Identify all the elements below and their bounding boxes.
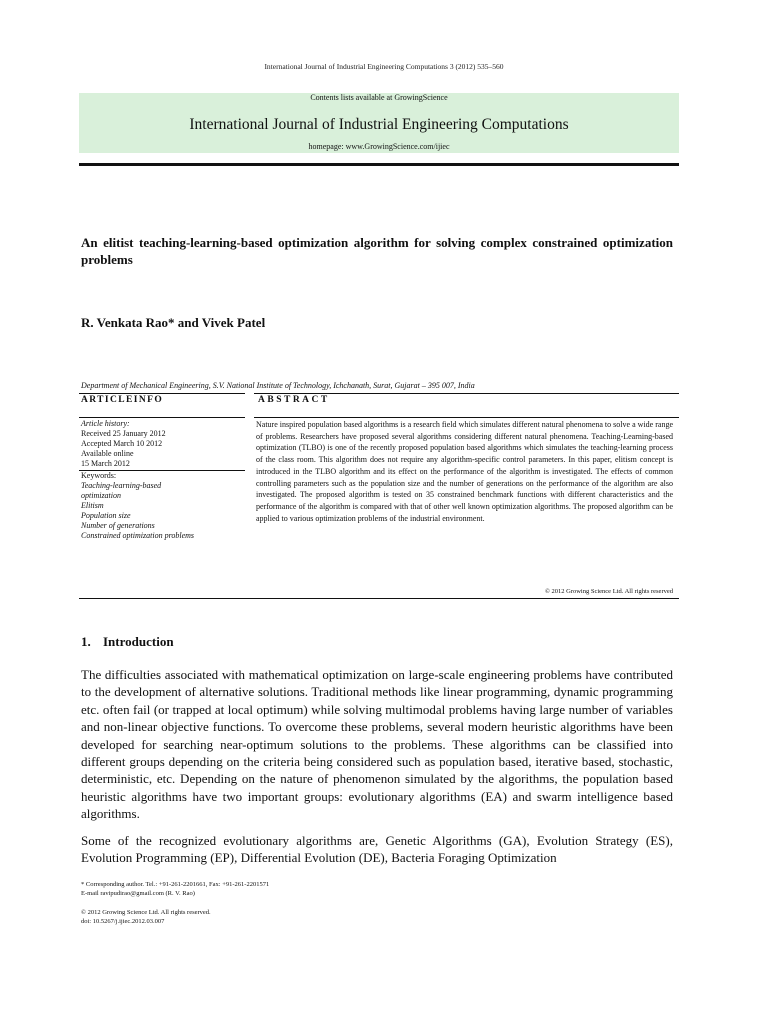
abstract-heading: ABSTRACT <box>258 395 330 405</box>
article-info-heading: ARTICLEINFO <box>81 395 164 405</box>
info-top-rule <box>79 393 245 394</box>
section-heading <box>81 634 174 650</box>
keyword-item: optimization <box>81 491 122 500</box>
corresponding-author: * Corresponding author. Tel.: +91-261-2201661, Fax: +91-261-2201571 <box>81 881 270 888</box>
section-number: 1. <box>81 634 91 649</box>
footer-doi: doi: 10.5267/j.ijiec.2012.03.007 <box>81 918 165 925</box>
running-head: International Journal of Industrial Engineering Computations 3 (2012) 535–560 <box>264 62 504 71</box>
journal-title: International Journal of Industrial Engineering Computations <box>189 116 569 133</box>
article-authors: R. Venkata Rao* and Vivek Patel <box>81 315 266 330</box>
info-sub-rule <box>79 417 245 418</box>
abstract-top-rule <box>254 393 679 394</box>
keyword-item: Number of generations <box>81 521 155 530</box>
intro-paragraph-1: The difficulties associated with mathematical optimization on large-scale engineering problems have contributed to the development of alternative solutions. Traditional methods like linear programming, dynamic programming etc. often fail (or trapped at local optimum) while solving multimodal problems having large number of variables and non-linear objective functions. To overcome these problems, several modern heuristic algorithms have been developed for searching near-optimum solutions to the problems. These algorithms can be classified into different groups depending on the criteria being considered such as population based, iterative based, stochastic, deterministic, etc. Depending on the nature of phenomenon simulated by the algorithms, the population based heuristic algorithms have two important groups: evolutionary algorithms (EA) and swarm intelligence based algorithms. <box>81 667 673 822</box>
history-available: Available online <box>81 449 134 458</box>
journal-homepage: homepage: www.GrowingScience.com/ijiec <box>308 142 450 151</box>
article-info <box>81 419 246 541</box>
history-received: Received 25 January 2012 <box>81 429 166 438</box>
abstract-copyright: © 2012 Growing Science Ltd. All rights reserved <box>544 588 673 595</box>
keyword-item: Teaching-learning-based <box>81 481 162 490</box>
keyword-item: Constrained optimization problems <box>81 531 195 540</box>
contents-available-line: Contents lists available at GrowingScience <box>310 93 448 102</box>
author-email: E-mail ravipudirao@gmail.com (R. V. Rao) <box>81 890 195 897</box>
history-date: 15 March 2012 <box>81 459 130 468</box>
abstract-bottom-rule <box>79 598 679 599</box>
corresponding-author-footnote <box>81 880 673 898</box>
article-title: An elitist teaching-learning-based optimization algorithm for solving complex constrained optimization problems <box>81 235 673 267</box>
footer-copyright: © 2012 Growing Science Ltd. All rights reserved. <box>81 909 211 916</box>
history-accepted: Accepted March 10 2012 <box>81 439 163 448</box>
banner-divider <box>79 163 679 166</box>
keyword-item: Elitism <box>81 501 104 510</box>
intro-paragraph-2: Some of the recognized evolutionary algorithms are, Genetic Algorithms (GA), Evolution Strategy (ES), Evolution Programming (EP), Differential Evolution (DE), Bacteria Foraging Optimization <box>81 833 673 866</box>
keyword-item: Population size <box>81 511 131 520</box>
section-title: Introduction <box>103 634 174 649</box>
abstract-text: Nature inspired population based algorithms is a research field which simulates different natural phenomena to solve a wide range of problems. Researchers have proposed several algorithms considering different natural phenomena. Teaching-Learning-based optimization (TLBO) is one of the recently proposed population based algorithms which simulates the teaching-learning process of the class room. This algorithm does not require any algorithm-specific control parameters. In this paper, elitism concept is introduced in the TLBO algorithm and its effect on the performance of the algorithm is investigated. The effects of common controlling parameters such as the population size and the number of generations on the performance of the algorithm are also investigated. The proposed algorithm is tested on 35 constrained benchmark functions with different characteristics and the performance of the algorithm is compared with that of other well known optimization algorithms. The proposed algorithm can be applied to various optimization problems of the industrial environment. <box>256 420 673 523</box>
abstract-sub-rule <box>254 417 679 418</box>
author-affiliation: Department of Mechanical Engineering, S.V. National Institute of Technology, Ichchanath, Surat, Gujarat – 395 007, India <box>81 381 475 390</box>
page-footer <box>81 908 673 926</box>
keywords-label: Keywords: <box>81 471 117 480</box>
history-label: Article history: <box>81 419 130 428</box>
